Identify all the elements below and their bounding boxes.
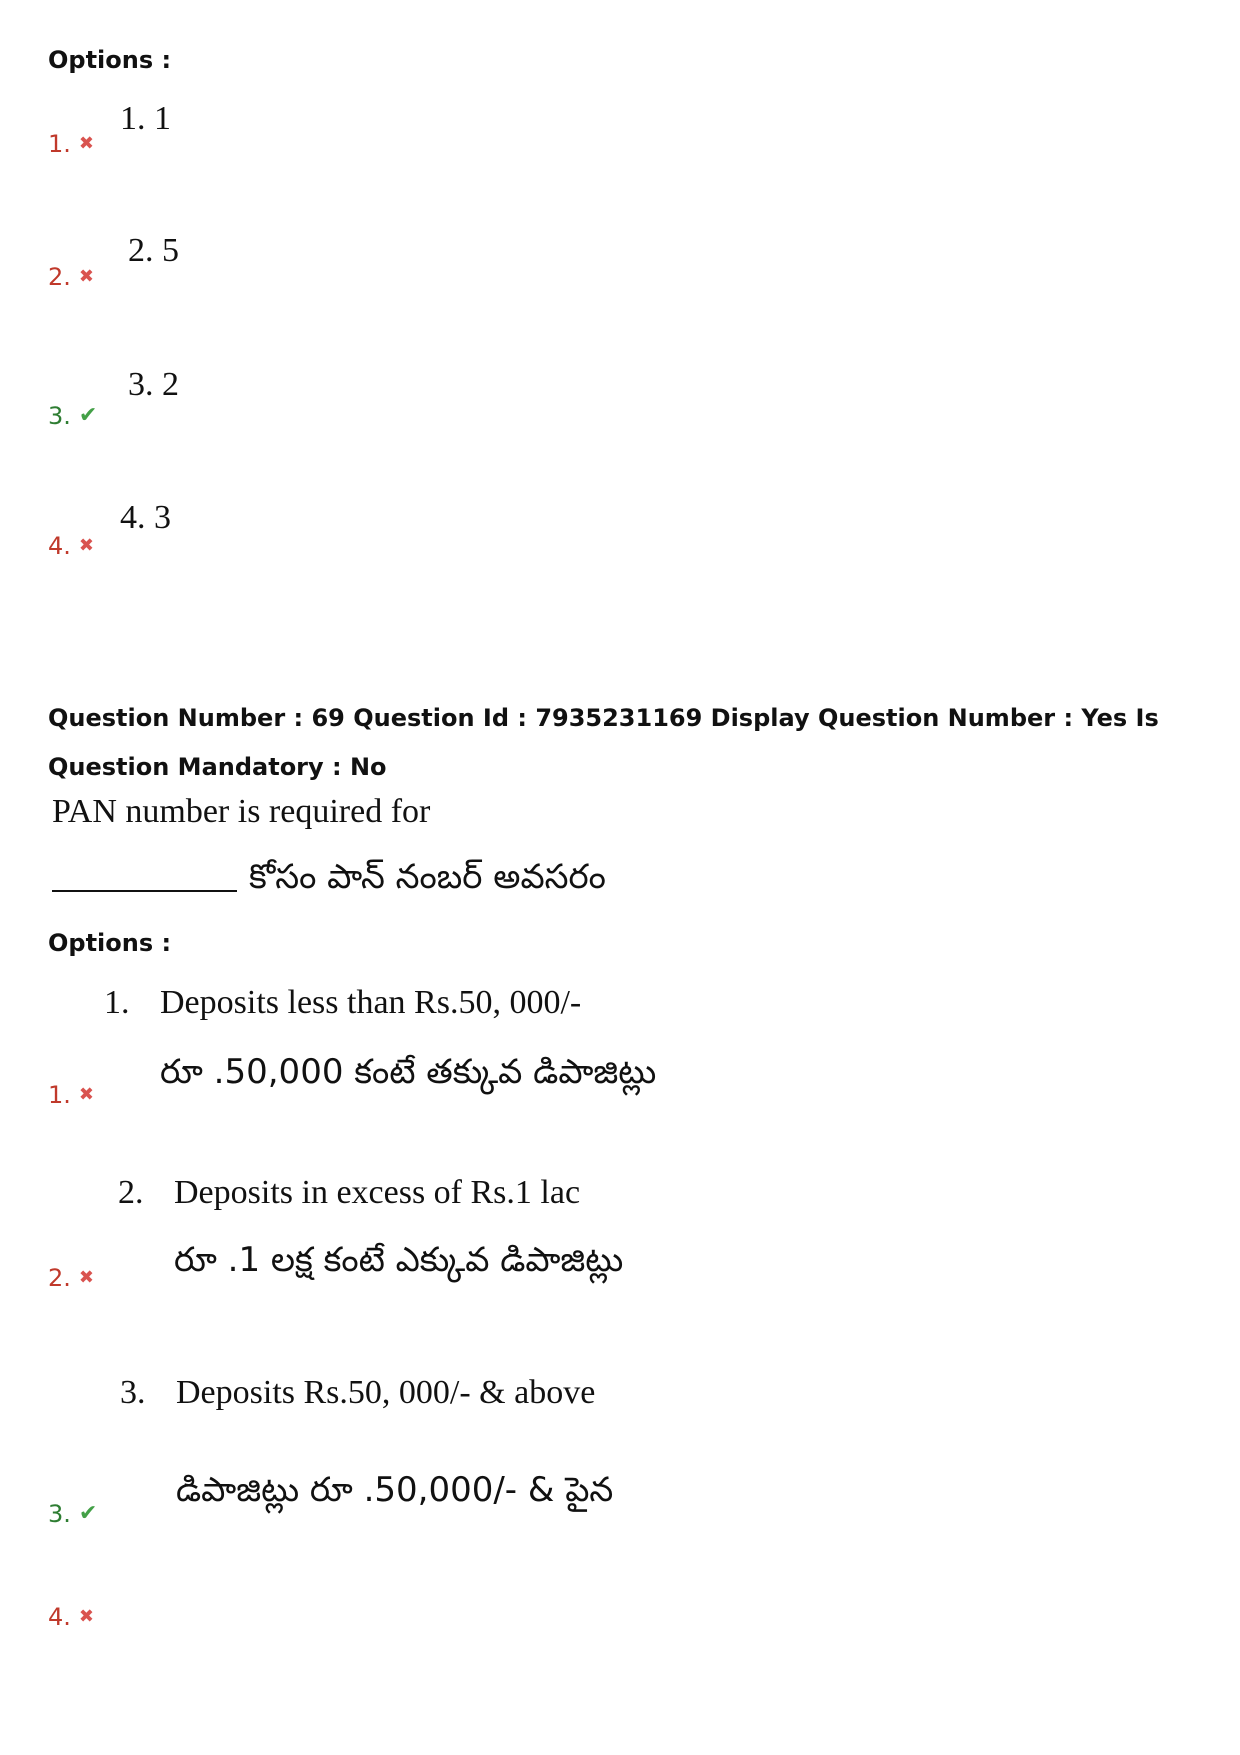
option-number-label: 1. xyxy=(48,130,71,158)
option-number xyxy=(48,1500,97,1528)
option-text-english: Deposits less than Rs.50, 000/- xyxy=(160,984,582,1021)
question-telugu-label: కోసం పాన్ నంబర్ అవసరం xyxy=(249,857,606,897)
option-number-label: 4. xyxy=(48,1603,71,1631)
cross-icon: ✖ xyxy=(78,133,94,154)
option-text-telugu: రూ .1 లక్ష కంటే ఎక్కువ డిపాజిట్లు xyxy=(174,1240,624,1280)
option-index: 1. xyxy=(104,984,130,1021)
options-label: Options : xyxy=(48,46,172,74)
option-content: 3. 2 xyxy=(128,366,179,403)
question-header: Question Number : 69 Question Id : 7935231169 Display Question Number : Yes Is Question Mandatory : No xyxy=(48,704,1159,781)
option-text-english: Deposits in excess of Rs.1 lac xyxy=(174,1174,581,1211)
option-number-label: 2. xyxy=(48,263,71,291)
option-number xyxy=(48,402,97,430)
option-number xyxy=(48,1081,94,1109)
option-text-telugu: డిపాజిట్లు రూ .50,000/- & పైన xyxy=(176,1470,614,1510)
question-text-telugu xyxy=(52,857,606,905)
option-index: 3. xyxy=(120,1374,146,1411)
cross-icon: ✖ xyxy=(78,1084,94,1105)
options-label: Options : xyxy=(48,929,172,957)
option-content: 2. 5 xyxy=(128,232,179,269)
option-number-label: 2. xyxy=(48,1264,71,1292)
option-number-label: 3. xyxy=(48,1500,71,1528)
cross-icon: ✖ xyxy=(78,266,94,287)
option-index: 2. xyxy=(118,1174,144,1211)
option-number xyxy=(48,532,94,560)
option-number xyxy=(48,1264,94,1292)
option-content: 4. 3 xyxy=(120,499,171,536)
option-number xyxy=(48,130,94,158)
cross-icon: ✖ xyxy=(78,1267,94,1288)
option-content: 1. 1 xyxy=(120,100,171,137)
option-number xyxy=(48,1603,94,1631)
cross-icon: ✖ xyxy=(78,535,94,556)
option-text-english: Deposits Rs.50, 000/- & above xyxy=(176,1374,596,1411)
question-text-english: PAN number is required for xyxy=(52,793,431,830)
option-text-telugu: రూ .50,000 కంటే తక్కువ డిపాజిట్లు xyxy=(160,1052,657,1092)
option-number xyxy=(48,263,94,291)
option-number-label: 3. xyxy=(48,402,71,430)
check-icon: ✔ xyxy=(78,1501,98,1526)
option-number-label: 1. xyxy=(48,1081,71,1109)
option-number-label: 4. xyxy=(48,532,71,560)
answer-blank xyxy=(52,890,237,892)
cross-icon: ✖ xyxy=(78,1606,94,1627)
check-icon: ✔ xyxy=(78,403,98,428)
